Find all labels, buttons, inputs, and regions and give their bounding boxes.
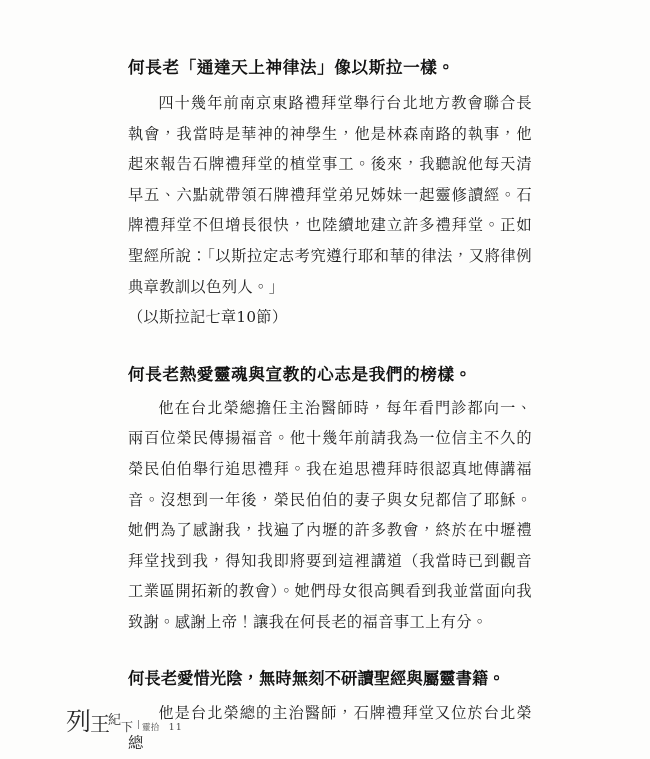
footer-series-label: 靈拾 <box>142 723 160 733</box>
footer-book-title-char-4: 下 <box>121 720 134 734</box>
section-heading-2: 何長老熱愛靈魂與宣教的心志是我們的榜樣。 <box>128 363 472 384</box>
page-content <box>128 52 532 759</box>
footer-book-title-char-1: 列 <box>66 707 91 736</box>
scripture-citation-1: （以斯拉記七章10節） <box>128 308 288 327</box>
section-paragraph-2: 他在台北榮總擔任主治醫師時，每年看門診都向一、兩百位榮民傳揚福音。他十幾年前請我為一位信主不久的榮民伯伯舉行追思禮拜。我在追思禮拜時很認真地傳講福音。沒想到一年後，榮民伯伯的妻子與女兒都信了耶穌。她們為了感謝我，找遍了內壢的許多教會，終於在中壢禮拜堂找到我，得知我即將要到這裡講道（我當時已到觀音工業區開拓新的教會）。她們母女很高興看到我並當面向我致謝。感謝上帝！讓我在何長老的福音事工上有分。 <box>128 398 532 631</box>
footer-page-number: 11 <box>168 722 183 733</box>
footer-book-title-char-2: 王 <box>90 712 110 736</box>
footer-divider <box>138 720 139 729</box>
section-heading-1: 何長老「通達天上神律法」像以斯拉一樣。 <box>128 57 455 77</box>
section-paragraph-3: 他是台北榮總的主治醫師，石牌禮拜堂又位於台北榮總 <box>128 703 532 753</box>
footer-book-title <box>66 709 134 734</box>
footer-book-title-char-3: 紀 <box>108 713 122 728</box>
page-footer <box>66 709 183 734</box>
section-heading-3: 何長老愛惜光陰，無時無刻不研讀聖經與屬靈書籍。 <box>128 668 505 688</box>
section-paragraph-1: 四十幾年前南京東路禮拜堂舉行台北地方教會聯合長執會，我當時是華神的神學生，他是林森南路的執事，他起來報告石牌禮拜堂的植堂事工。後來，我聽說他每天清早五、六點就帶領石牌禮拜堂弟兄姊妹一起靈修讀經。石牌禮拜堂不但增長很快，也陸續地建立許多禮拜堂。正如聖經所說：「以斯拉定志考究遵行耶和華的律法，又將律例典章教訓以色列人。」 <box>128 94 532 296</box>
